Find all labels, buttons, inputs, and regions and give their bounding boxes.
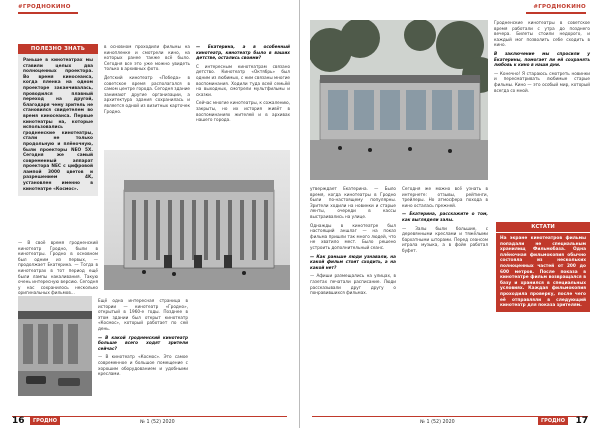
right-col3-top <box>494 20 590 96</box>
left-col2-top <box>104 44 190 117</box>
paragraph: — Афиши размещались на улицах, в газетах печатали расписание. Люди рассказывали друг другу о понравившихся фильмах. <box>310 273 396 296</box>
paragraph: Сегодня же можно всё узнать в интернете: отзывы, рейтинги, трейлеры. Но атмосфера похода в кино осталась прежней. <box>402 186 488 208</box>
footer-issue: № 1 (52) 2020 <box>140 420 175 425</box>
rubric-label: #ГРОДНОКИНО <box>533 4 586 10</box>
fact-box <box>496 222 590 312</box>
rubric-bar <box>526 12 586 14</box>
paragraph: Сейчас многие кинотеатры, к сожалению, закрыты, но их история живёт в воспоминаниях жителей и в архивах нашего города. <box>196 100 291 123</box>
paragraph: — Конечно! Я стараюсь смотреть новинки и пересматривать любимые старые фильмы. Кино — это особый мир, который всегда со мной. <box>494 70 590 93</box>
paragraph: Ещё одна интересная страница в истории — кинотеатр «Гродно», открытый в 1960-е годы. Позднее в этом здании был открыт кинотеатр «Космос», который работает по сей день. <box>98 298 188 331</box>
left-col2-bottom <box>98 298 188 380</box>
interview-question: — Как раньше люди узнавали, на какой фильм стоит сходить, а на какой нет? <box>310 253 396 270</box>
paragraph: Однажды в кинотеатре был настоящий аншлаг — на показ фильма пришли так много людей, что не хватило мест. Было решено устроить дополнительный сеанс. <box>310 222 396 250</box>
page-number: 16 <box>12 416 25 426</box>
right-col2-text <box>402 186 488 257</box>
fact-box-title: КСТАТИ <box>496 222 590 233</box>
rubric-label: #ГРОДНОКИНО <box>18 4 71 10</box>
footer-issue: № 1 (52) 2020 <box>420 420 455 425</box>
paragraph: — В своё время гродненский кинотеатр Гродно, были в кинотеатры. Гродно в основном был одним из первых, — продолжает Екатерина. — Тогда в кинотеатрах в тот период ещё были лампы накаливания. Такую очень интересную версию. Сегодня у нас сохранилось несколько оригинальных фильмов... <box>18 240 98 296</box>
paragraph: Детский кинотеатр «Победа» в советское время располагался в самом центре города. Сегодня здание занимают другие организации, а архитектура здания сохранилась и является одной из визитных карточек Гродно. <box>104 74 190 114</box>
footer-city: ГРОДНО <box>30 417 60 425</box>
sidebar-box <box>18 44 98 196</box>
paragraph: Гродненские кинотеатры в советское время работали с утра до позднего вечера. Билеты стоили недорого, и каждый мог позволить себе сходить в кино. <box>494 20 590 48</box>
fact-box-text: На экране кинотеатров фильмы попадали не специальным хранилищ Фильмобаза. Одна плёночная фильмокопия обычно состояла из нескольких полноценных частей от 200 до 600 метров. После показа в кинотеатре фильм возвращался в базу и хранился в специальных условиях. Каждая фильмокопия проходила проверку, после чего её отправляли в следующий кинотеатр для показа зрителям. <box>500 236 586 309</box>
footer-city: ГРОДНО <box>538 417 568 425</box>
left-col1-text <box>18 240 98 299</box>
left-col3-text <box>196 44 290 126</box>
interview-question: — Екатерина, а в особенный кинотеатр, кинотеатр было в ваших детстве, остались своими? <box>196 44 290 61</box>
right-footer <box>300 414 600 428</box>
interview-question: — Екатерина, расскажите о том, как выглядели залы. <box>402 211 488 222</box>
cinema-street-photo <box>18 296 92 396</box>
paragraph: в основном проходили фильмы на кинопленке и смотрели кино, на которых ранее также всё было. Сегодня все это уже можно увидеть только в архивных фото. <box>104 44 190 72</box>
cinema-building-photo <box>104 150 290 290</box>
paragraph: утверждает Екатерина. — Было время, когда кинотеатры в Гродно были по-настоящему популярны. Зрители ходили на новинки и старые ленты, очереди в кассы выстраивались на улице. <box>310 186 396 219</box>
right-col1-text <box>310 186 396 299</box>
rubric-bar <box>18 12 78 14</box>
sidebar-text: Раньше в кинотеатрах мы ставили целых два полноценных проектора. Во время киносеанса, когда пленка на одном проекторе заканчивалась, проводился плавный переход на другой, благодаря чему зритель не становился свидетелем во время киносеанса. Первые кинотеатры на, которые использовались гродненские кинотеатры, стали не только продольную и плёночную, были проекторы NEO 5X. Сегодня же самый современный аппарат проектора NEC с цифровой лампой 3000 цветов и разрешением 4K, установлен именно в кинотеатре «Космос». <box>18 54 98 196</box>
interview-question: В заключение мы спросили у Екатерины, помогает ли ей сохранять любовь к кино в наши дни. <box>494 50 590 68</box>
sidebar-title: ПОЛЕЗНО ЗНАТЬ <box>18 44 98 54</box>
paragraph: — Залы были большие, с деревянными креслами и тяжёлыми бархатными шторами. Перед сеансом играла музыка, а в фойе работал буфет. <box>402 225 488 253</box>
right-page <box>300 0 600 428</box>
left-footer <box>0 414 299 428</box>
paragraph: — В кинотеатр «Космос». Это самое современное и большое помещение с хорошим оборудованием и удобными креслами. <box>98 354 188 377</box>
page-number: 17 <box>575 416 588 426</box>
paragraph: С интересным кинотеатрам связано детство. Кинотеатр «Октябрь» был одним из любимых, с ним связаны многие воспоминания. Ходили туда всей семьёй на выходных, смотрели мультфильмы и сказки. <box>196 63 290 97</box>
interview-question: — В какой гродненский кинотеатр больше всего ходят зрители сейчас? <box>98 334 188 351</box>
cinema-exterior-photo <box>310 20 488 180</box>
